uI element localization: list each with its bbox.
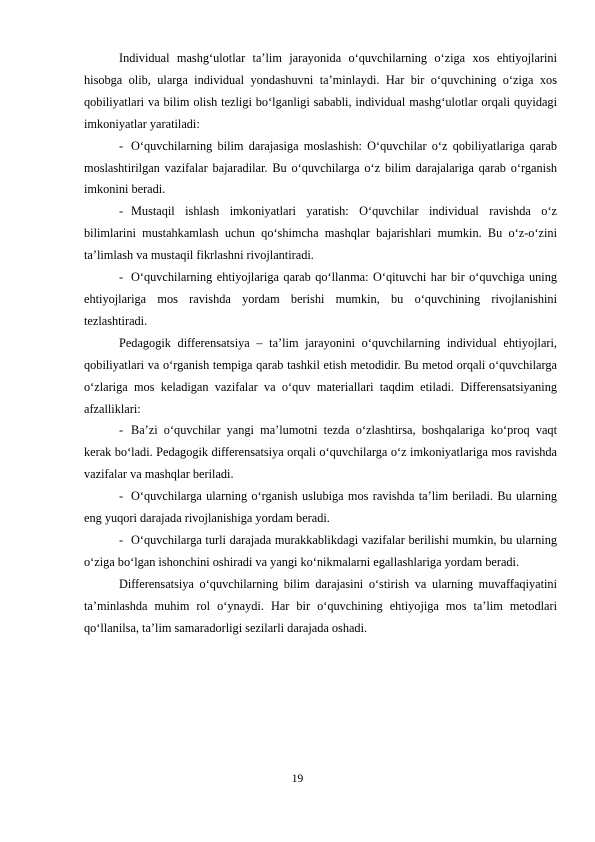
bullet-text: O‘quvchilarga ularning o‘rganish uslubiga mos ravishda ta’lim beriladi. Bu ularning eng yuqori darajada rivojlanishiga yordam beradi. [84, 489, 557, 526]
bullet-marker: - [119, 532, 124, 547]
bullet-item [84, 136, 557, 202]
paragraph-conclusion: Differensatsiya o‘quvchilarning bilim darajasini o‘stirish va ularning muvaffaqiyatini ta’minlashda muhim rol o‘ynaydi. Har bir o‘quvchining ehtiyojiga mos ta’lim metodlari qo‘llanilsa, ta’lim samaradorligi sezilarli darajada oshadi. [84, 576, 557, 635]
bullet-text: Ba’zi o‘quvchilar yangi ma’lumotni tezda o‘zlashtirsa, boshqalariga ko‘proq vaqt kerak bo‘ladi. Pedagogik differensatsiya orqali o‘quvchilarga o‘z imkoniyatlariga mos ravishda vazifalar va mashqlar beriladi. [84, 423, 557, 482]
bullet-marker: - [119, 270, 124, 285]
bullet-item [84, 201, 557, 267]
bullet-item [84, 267, 557, 333]
paragraph-pedagogical-differentiation: Pedagogik differensatsiya – ta’lim jarayonini o‘quvchilarning individual ehtiyojlari, qobiliyatlari va o‘rganish tempiga qarab tashkil etish metodidir. Bu metod orqali o‘quvchilarga o‘zlariga mos keladigan vazifalar va o‘quv materiallari taqdim etiladi. Differensatsiyaning afzalliklari: [84, 335, 557, 416]
bullet-text: O‘quvchilarning bilim darajasiga moslashish: O‘quvchilar o‘z qobiliyatlariga qarab moslashtirilgan vazifalar bajaradilar. Bu o‘quvchilarga o‘z bilim darajalariga qarab o‘rganish imkonini beradi. [84, 138, 557, 197]
bullet-item [84, 420, 557, 486]
page-number: 19 [291, 773, 304, 785]
bullet-item [84, 530, 557, 574]
document-page [84, 48, 557, 639]
bullet-text: O‘quvchilarga turli darajada murakkablikdagi vazifalar berilishi mumkin, bu ularning o‘ziga bo‘lgan ishonchini oshiradi va yangi ko‘nikmalarni egallashlariga yordam beradi. [84, 532, 557, 569]
bullet-marker: - [119, 204, 124, 219]
bullet-marker: - [119, 423, 124, 438]
paragraph-individual-lessons: Individual mashg‘ulotlar ta’lim jarayonida o‘quvchilarning o‘ziga xos ehtiyojlarini hisobga olib, ularga individual yondashuvni ta’minlaydi. Har bir o‘quvchining o‘ziga xos qobiliyatlari va bilim olish tezligi bo‘lganligi sababli, individual mashg‘ulotlar orqali quyidagi imkoniyatlar yaratiladi: [84, 51, 557, 131]
bullet-text: Mustaqil ishlash imkoniyatlari yaratish: O‘quvchilar individual ravishda o‘z bilimlarini mustahkamlash uchun qo‘shimcha mashqlar bajarishlari mumkin. Bu o‘z-o‘zini ta’limlash va mustaqil fikrlashni rivojlantiradi. [84, 204, 557, 263]
bullet-item [84, 486, 557, 530]
bullet-text: O‘quvchilarning ehtiyojlariga qarab qo‘llanma: O‘qituvchi har bir o‘quvchiga uning ehtiyojlariga mos ravishda yordam berishi mumkin, bu o‘quvchining rivojlanishini tezlashtiradi. [84, 270, 557, 328]
bullet-marker: - [119, 489, 124, 504]
bullet-marker: - [119, 138, 124, 153]
